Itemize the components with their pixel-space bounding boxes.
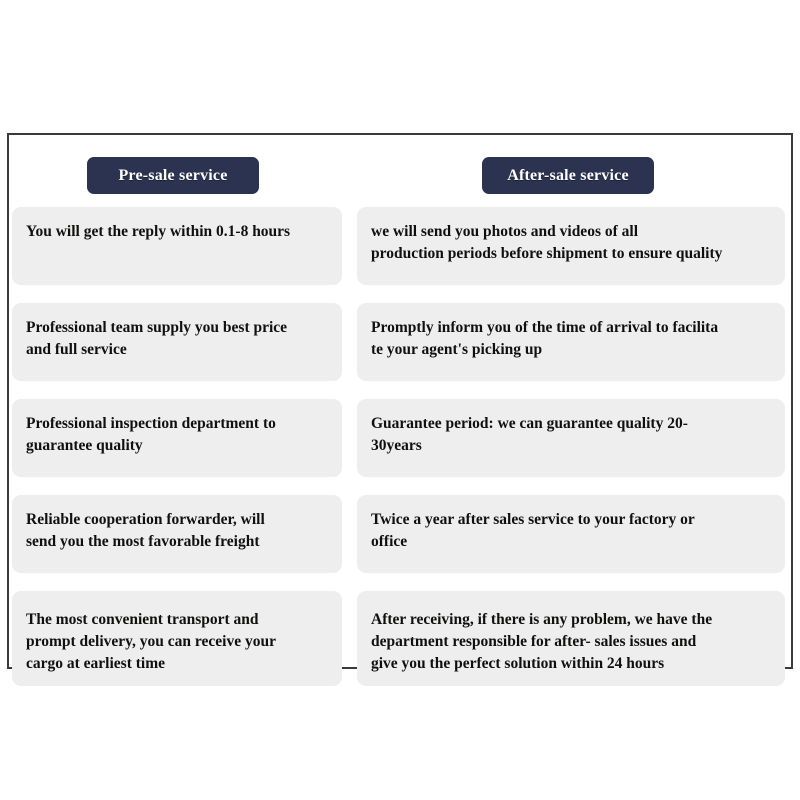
pre-sale-column xyxy=(12,207,342,704)
card-line: 30years xyxy=(371,437,422,454)
card-line: Reliable cooperation forwarder, will xyxy=(26,511,265,528)
card-line: we will send you photos and videos of all xyxy=(371,223,638,240)
pre-sale-card-reliable-forwarder xyxy=(12,495,342,573)
column-header-after-sale[interactable] xyxy=(482,157,654,194)
pre-sale-card-convenient-transport xyxy=(12,591,342,686)
card-line: Guarantee period: we can guarantee quality 20- xyxy=(371,415,688,432)
card-line: Professional team supply you best price xyxy=(26,319,288,336)
card-line: production periods before shipment to ensure quality xyxy=(371,245,723,262)
card-line: Professional inspection department to xyxy=(26,415,276,432)
card-line: Twice a year after sales service to your factory or xyxy=(371,511,695,528)
pre-sale-card-professional-team xyxy=(12,303,342,381)
column-headers-row xyxy=(9,157,791,197)
panel-inner xyxy=(9,135,791,672)
card-line: The most convenient transport and xyxy=(26,611,259,628)
after-sale-card-guarantee-period xyxy=(357,399,785,477)
card-line: Promptly inform you of the time of arrival to facilita xyxy=(371,319,719,336)
card-line: department responsible for after- sales issues and xyxy=(371,633,697,650)
card-line: te your agent's picking up xyxy=(371,341,543,358)
card-line: send you the most favorable freight xyxy=(26,533,260,550)
card-line: guarantee quality xyxy=(26,437,143,454)
after-sale-card-after-receiving xyxy=(357,591,785,686)
card-line: prompt delivery, you can receive your xyxy=(26,633,276,650)
after-sale-column xyxy=(357,207,785,704)
after-sale-card-arrival-time xyxy=(357,303,785,381)
pre-sale-card-reply-time xyxy=(12,207,342,285)
card-line: and full service xyxy=(26,341,127,358)
card-line: You will get the reply within 0.1-8 hours xyxy=(26,223,291,240)
card-line: give you the perfect solution within 24 hours xyxy=(371,655,665,672)
card-line: cargo at earliest time xyxy=(26,655,166,672)
service-comparison-panel xyxy=(7,133,793,672)
card-line: office xyxy=(371,533,408,550)
after-sale-card-photos-videos xyxy=(357,207,785,285)
pre-sale-card-inspection-department xyxy=(12,399,342,477)
after-sale-card-twice-a-year xyxy=(357,495,785,573)
card-line: After receiving, if there is any problem, we have the xyxy=(371,611,713,628)
column-header-pre-sale[interactable] xyxy=(87,157,259,194)
column-header-after-sale-label: After-sale service xyxy=(507,166,629,184)
column-header-pre-sale-label: Pre-sale service xyxy=(118,166,228,184)
